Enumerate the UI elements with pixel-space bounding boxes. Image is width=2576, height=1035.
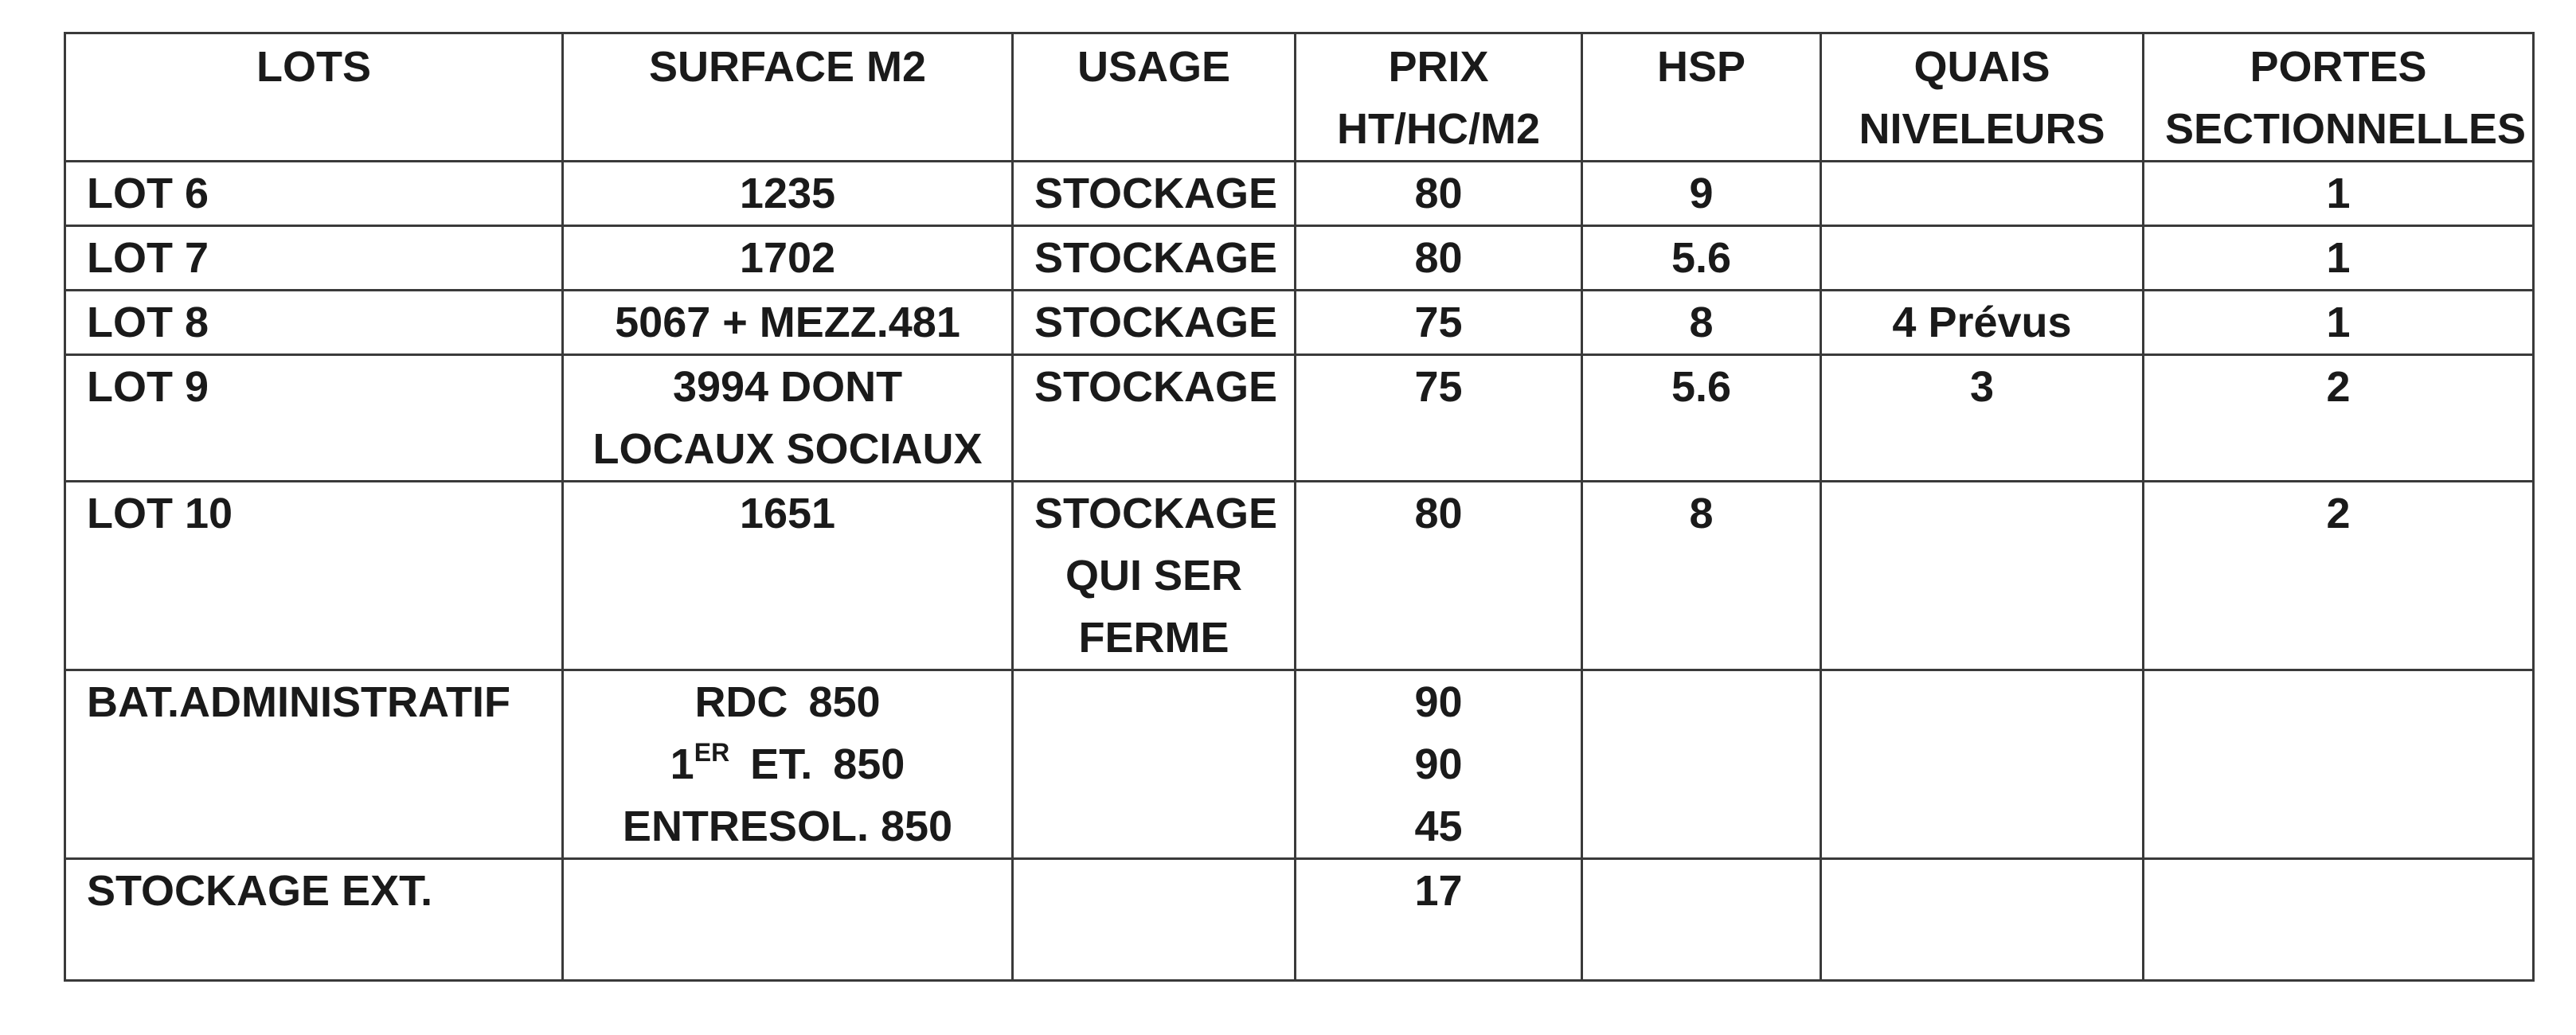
cell-prix: 80 — [1296, 162, 1582, 226]
cell-quais: 4 Prévus — [1821, 291, 2144, 355]
header-portes: PORTES SECTIONNELLES — [2144, 33, 2534, 162]
table-row — [65, 670, 2534, 859]
header-surface: SURFACE M2 — [563, 33, 1013, 162]
cell-quais — [1821, 162, 2144, 226]
cell-prix: 80 — [1296, 482, 1582, 670]
cell-hsp: 8 — [1582, 482, 1821, 670]
cell-lot: LOT 9 — [65, 355, 563, 482]
cell-usage — [1013, 859, 1296, 981]
cell-portes: 1 — [2144, 162, 2534, 226]
table-row — [65, 226, 2534, 291]
cell-surface: 3994 DONT LOCAUX SOCIAUX — [563, 355, 1013, 482]
header-lots: LOTS — [65, 33, 563, 162]
cell-lot: LOT 6 — [65, 162, 563, 226]
cell-portes — [2144, 859, 2534, 981]
cell-portes: 2 — [2144, 482, 2534, 670]
header-quais: QUAIS NIVELEURS — [1821, 33, 2144, 162]
table-row — [65, 859, 2534, 981]
table-row — [65, 355, 2534, 482]
lots-table — [64, 32, 2535, 982]
cell-hsp: 5.6 — [1582, 355, 1821, 482]
cell-usage: STOCKAGE — [1013, 162, 1296, 226]
header-usage: USAGE — [1013, 33, 1296, 162]
cell-surface — [563, 670, 1013, 859]
header-hsp: HSP — [1582, 33, 1821, 162]
cell-quais — [1821, 482, 2144, 670]
cell-prix: 75 — [1296, 355, 1582, 482]
cell-prix: 80 — [1296, 226, 1582, 291]
surface-entresol: ENTRESOL. 850 — [622, 803, 953, 850]
cell-portes: 1 — [2144, 291, 2534, 355]
cell-quais — [1821, 226, 2144, 291]
cell-prix: 17 — [1296, 859, 1582, 981]
cell-surface: 1702 — [563, 226, 1013, 291]
cell-lot: LOT 8 — [65, 291, 563, 355]
cell-usage — [1013, 670, 1296, 859]
cell-hsp: 9 — [1582, 162, 1821, 226]
table-row — [65, 162, 2534, 226]
cell-lot: BAT.ADMINISTRATIF — [65, 670, 563, 859]
header-prix: PRIX HT/HC/M2 — [1296, 33, 1582, 162]
cell-hsp — [1582, 670, 1821, 859]
cell-hsp: 5.6 — [1582, 226, 1821, 291]
cell-hsp: 8 — [1582, 291, 1821, 355]
cell-quais: 3 — [1821, 355, 2144, 482]
cell-surface: 1235 — [563, 162, 1013, 226]
cell-portes: 2 — [2144, 355, 2534, 482]
cell-surface — [563, 859, 1013, 981]
cell-quais — [1821, 670, 2144, 859]
cell-surface: 5067 + MEZZ.481 — [563, 291, 1013, 355]
table-header-row — [65, 33, 2534, 162]
table-row — [65, 482, 2534, 670]
table-row — [65, 291, 2534, 355]
cell-usage: STOCKAGE — [1013, 291, 1296, 355]
cell-surface: 1651 — [563, 482, 1013, 670]
cell-hsp — [1582, 859, 1821, 981]
cell-usage: STOCKAGE — [1013, 355, 1296, 482]
cell-prix: 90 90 45 — [1296, 670, 1582, 859]
cell-lot: LOT 7 — [65, 226, 563, 291]
surface-1er-etage: 1ER ET. 850 — [670, 738, 905, 788]
cell-lot: STOCKAGE EXT. — [65, 859, 563, 981]
cell-quais — [1821, 859, 2144, 981]
cell-usage: STOCKAGE QUI SER FERME — [1013, 482, 1296, 670]
surface-rdc: RDC 850 — [694, 678, 881, 726]
cell-usage: STOCKAGE — [1013, 226, 1296, 291]
cell-portes — [2144, 670, 2534, 859]
cell-portes: 1 — [2144, 226, 2534, 291]
cell-prix: 75 — [1296, 291, 1582, 355]
cell-lot: LOT 10 — [65, 482, 563, 670]
